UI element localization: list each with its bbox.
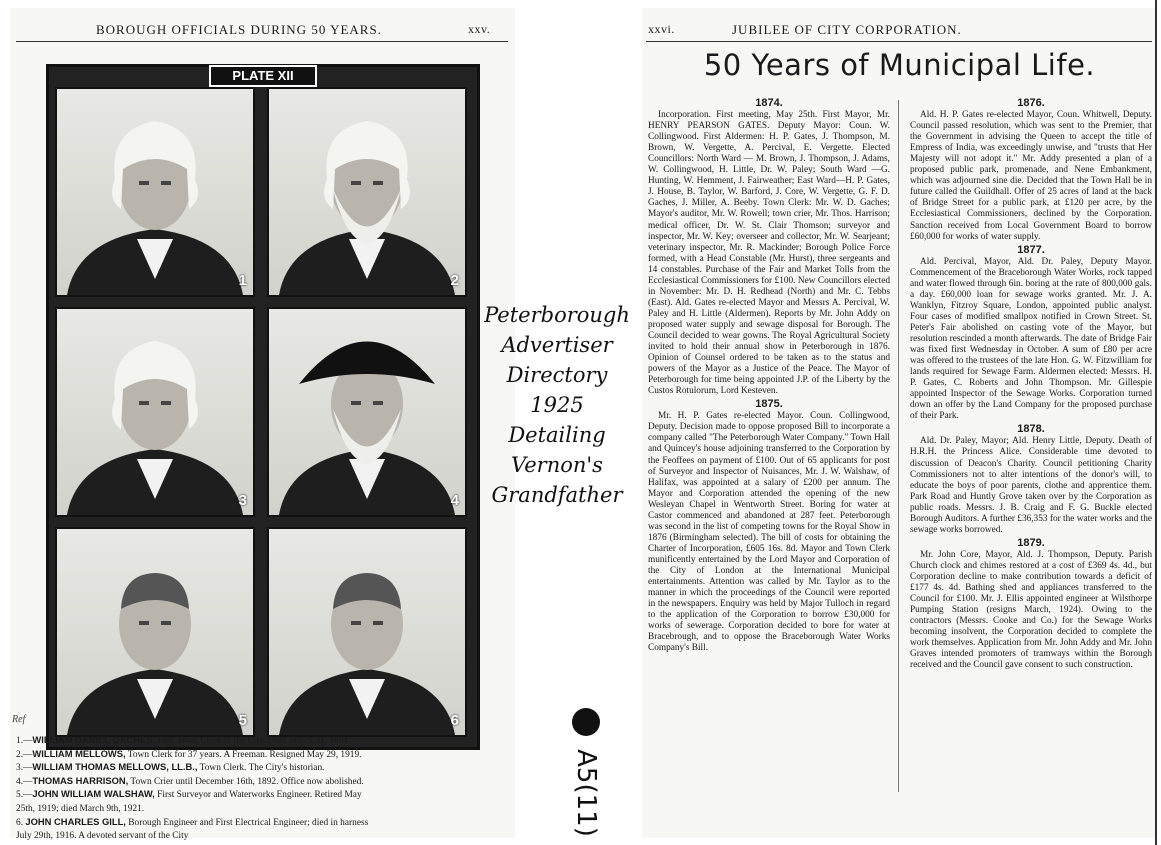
caption-prefix: 4.— — [16, 776, 33, 787]
left-page — [10, 8, 515, 842]
year-heading: 1878. — [1017, 423, 1045, 436]
handwritten-line: Detailing — [508, 423, 606, 447]
caption-row — [16, 734, 510, 748]
portrait-number: 6 — [450, 712, 459, 729]
year-heading: 1875. — [755, 398, 783, 411]
year-paragraph: Ald. Percival, Mayor, Ald. Dr. Paley, Deputy Mayor. Commencement of the Braceborough Water Works, rock tapped and water flowed through 6in. boring at the rate of 800,000 gals. a day. £60,000 loan for sewage works granted. Mr. J. A. Wanklyn, Fitzroy Square, London, appointed public analyst. Four cases of modified smallpox notified in Crown Street. St. Peter's Fair abolished on casting vote of the Mayor, but resolution rescinded a month afterwards. The date of Bridge Fair was fixed first Wednesday in October. A sum of £80 per acre was offered to the trustees of the late Hon. G. W. Fitzwilliam for lands required for Sewage Farm. Aldermen elected: Messrs. H. P. Gates, C. Roberts and John Thompson. Mr. Gillespie appointed Inspector of the Sewage Works. Corporation turned down an offer by the Land Company for the proposed purchase of their Park. — [910, 256, 1152, 422]
right-running-head: JUBILEE OF CITY CORPORATION. — [732, 22, 962, 37]
right-head-rule — [646, 41, 1152, 42]
article-column-left — [648, 96, 890, 654]
caption-text: Town Crier until December 16th, 1892. Office now abolished. — [128, 776, 364, 787]
caption-row — [16, 775, 510, 789]
handwritten-line: Peterborough — [484, 303, 630, 327]
caption-text: First Town Clerk of the City. Died March 31, 1884. — [155, 736, 351, 746]
archive-mark — [566, 706, 606, 836]
archive-reference: A5(11) — [570, 749, 601, 837]
year-paragraph: Mr. H. P. Gates re-elected Mayor. Coun. Collingwood, Deputy. Decision made to oppose proposed Bill to incorporate a company called "The Peterborough Water Company." Town Hall and Quincey's house adjoining transferred to the Corporation by the Feoffees on payment of £100. Out of 65 applicants for post of Surveyor and Inspector of Nuisances, Mr. J. W. Walshaw, of Halifax, was appointed at a salary of £200 per annum. The Mayor and Corporation attended the opening of the new Wesleyan Chapel in Wentworth Street. Boring for water at Castor commenced and abandoned at 287 feet. Peterborough was second in the list of competing towns for the Royal Show in 1876 (Birmingham selected). The bill of costs for obtaining the Charter of Incorporation, £605 16s. 8d. Mayor and Town Clerk munificently entertained by the Lord Mayor and Corporation of the City of London at the International Municipal entertainments. Attention was called by Mr. Taylor as to the manner in which the proceedings of the Council were reported in the newspapers. Enquiry was held by Major Tulloch in regard to the application of the Corporation to borrow £30,000 for works of sewerage. Corporation decided to bore for water at Bracebrough, and to oppose the Braceborough Water Works Company's Bill. — [648, 411, 890, 654]
caption-text: 25th, 1919; died March 9th, 1921. — [16, 803, 145, 814]
handwritten-line: Advertiser — [501, 333, 613, 357]
plate-label: PLATE XII — [209, 65, 317, 87]
handwritten-line: 1925 — [530, 393, 584, 417]
year-heading: 1877. — [1017, 243, 1045, 256]
caption-text: Town Clerk. The City's historian. — [197, 763, 325, 774]
left-running-head: BOROUGH OFFICIALS DURING 50 YEARS. — [96, 22, 382, 37]
portrait-2 — [267, 87, 467, 297]
article-column-right — [910, 96, 1152, 671]
caption-prefix: 3.— — [16, 763, 33, 774]
portrait-number: 3 — [238, 492, 247, 509]
caption-row — [16, 816, 510, 830]
portrait-1 — [55, 87, 255, 297]
year-paragraph: Incorporation. First meeting, May 25th. First Mayor, Mr. HENRY PEARSON GATES. Deputy Mayor: Coun. W. Collingwood. First Aldermen: H. P. Gates, J. Thompson, M. Brown, W. Vergette, A. Percival, E. Vergette. Elected Councillors: North Ward — M. Brown, J. Thompson, J. Adams, W. Collingwood, H. Little, Dr. W. Paley; South Ward —G. Hunting, W. Hemment, J. Fairweather; East Ward—H. P. Gates, J. House, B. Taylor, W. Barford, J. Core, W. Vergette, G. F. D. Gaches, J. Miller, A. Beeby. Town Clerk: Mr. W. D. Gaches; Mayor's auditor, Mr. W. Rowell; town crier, Mr. Thos. Harrison; medical officer, Dr. W. St. Clair Thomson; surveyor and inspector, Mr. W. Key; overseer and collector, Mr. W. Searjeant; veterinary inspector, Mr. R. Mackinder; Borough Police Force formed, with a Head Constable (Mr. Hurst), three sergeants and 14 constables. Purchase of the Fair and Market Tolls from the Ecclesiastical Commissioners for £100. New Councillors elected in November: Mr. D. H. Redhead (North) and Mr. C. Tebbs (East). Ald. Gates re-elected Mayor and Messrs A. Percival, W. Paley and H. Little (Aldermen). Reports by Mr. John Addy on proposed water supply and sewage disposal for Borough. The Council decided to wear gowns. The Royal Agricultural Society invited to hold their annual show in Peterborough in 1876. Opinion of Counsel ordered to be taken as to the status and powers of the Mayor as a Justice of the Peace. The Mayor of Peterborough for time being appointed J.P. of the Liberty by the Custos Rotulorum, Lord Kesteven. — [648, 110, 890, 397]
portrait-number: 1 — [238, 272, 247, 289]
caption-name: JOHN CHARLES GILL, — [25, 815, 126, 827]
caption-row — [16, 761, 510, 775]
caption-name: WILLIAM DANIEL GACHES, — [32, 734, 156, 745]
caption-row — [16, 802, 510, 816]
portrait-number: 2 — [450, 272, 459, 289]
portrait-plate — [46, 64, 480, 750]
year-paragraph: Mr. John Core, Mayor, Ald. J. Thompson, Deputy. Parish Church clock and chimes restored at a cost of £369 4s. 4d., but Corporation decline to make contribution towards a deficit of £177 4s. 4d. Bathing shed and appliances transferred to the Council for £100. Mr. J. Ellis appointed engineer at Wilsthorpe Pumping Station (resigns March, 1924). Owing to the contractors (Messrs. Cooke and Co.) for the Sewage Works becoming insolvent, the Corporation decided to complete the work themselves. Application from Mr. John Addy and Mr. John Graves intended promoters of tramways within the Borough received and the Council gave consent to such construction. — [910, 549, 1152, 671]
year-paragraph: Ald. Dr. Paley, Mayor; Ald. Henry Little, Deputy. Death of H.R.H. the Princess Alice. Considerable time devoted to discussion of Deacon's Charity. Council petitioning Charity Commissioners not to alter intentions of the donor's will, to educate the boys of poor parents, clothe and apprentice them. Park Road and Huntly Grove taken over by the Corporation as public roads. Messrs. J. B. Craig and F. G. Buckle elected Borough Auditors. A further £36,353 for the water works and the sewage works borrowed. — [910, 436, 1152, 535]
portrait-number: 5 — [238, 712, 247, 729]
handwritten-line: Directory — [506, 363, 608, 387]
column-rule — [898, 100, 899, 792]
portrait-3 — [55, 307, 255, 517]
year-heading: 1874. — [755, 97, 783, 109]
handwritten-line: Vernon's — [511, 453, 603, 477]
left-page-number: xxv. — [468, 22, 491, 36]
caption-list — [16, 734, 510, 843]
caption-row — [16, 788, 510, 802]
caption-name: WILLIAM THOMAS MELLOWS, LL.B., — [32, 761, 198, 773]
caption-name: WILLIAM MELLOWS, — [32, 747, 126, 759]
caption-text: Town Clerk for 37 years. A Freeman. Resigned May 29, 1919. — [125, 749, 362, 760]
year-paragraph: Ald. H. P. Gates re-elected Mayor, Coun. Whitwell, Deputy. Council passed resolution, which was sent to the Premier, that the Government in advising the Queen to accept the title of Empress of India, was exceedingly unwise, and "trusts that Her Majesty will not adopt it." Mr. Addy presented a plan of a proposed public park, promenade, and Nene Embankment, which was adjourned sine die. Decided that the Town Hall be in future called the Guildhall. Offer of 25 acres of land at the back of Bridge Street for a public park, at £120 per acre, by the Ecclesiastical Commissioners, declined by the Corporation. Sanction received from Local Government Board to borrow £60,000 for works of water supply. — [910, 110, 1152, 242]
margin-note: Ref — [12, 714, 26, 725]
scan-edge — [1155, 0, 1157, 845]
caption-name: JOHN WILLIAM WALSHAW, — [32, 788, 155, 800]
caption-text: First Surveyor and Waterworks Engineer. Retired May — [154, 790, 362, 801]
caption-prefix: 6. — [16, 817, 26, 828]
portrait-5 — [55, 527, 255, 737]
left-head-rule — [16, 41, 508, 42]
portrait-4 — [267, 307, 467, 517]
right-page — [642, 8, 1157, 838]
right-page-number: xxvi. — [648, 22, 675, 36]
punch-hole-dot — [572, 708, 600, 736]
caption-prefix: 1.— — [16, 736, 33, 746]
caption-prefix: 5.— — [16, 790, 33, 801]
portrait-number: 4 — [450, 492, 459, 509]
caption-text: Borough Engineer and First Electrical Engineer; died in harness — [125, 817, 369, 828]
caption-text: July 29th, 1916. A devoted servant of the City — [16, 831, 189, 842]
caption-row — [16, 748, 510, 762]
year-heading: 1879. — [1017, 536, 1045, 549]
handwritten-line: Grandfather — [491, 483, 623, 507]
article-title: 50 Years of Municipal Life. — [703, 48, 1096, 82]
caption-prefix: 2.— — [16, 749, 33, 760]
portrait-6 — [267, 527, 467, 737]
year-heading: 1876. — [1017, 97, 1045, 109]
caption-name: THOMAS HARRISON, — [32, 774, 129, 786]
caption-row — [16, 829, 510, 843]
handwritten-note — [474, 300, 640, 510]
